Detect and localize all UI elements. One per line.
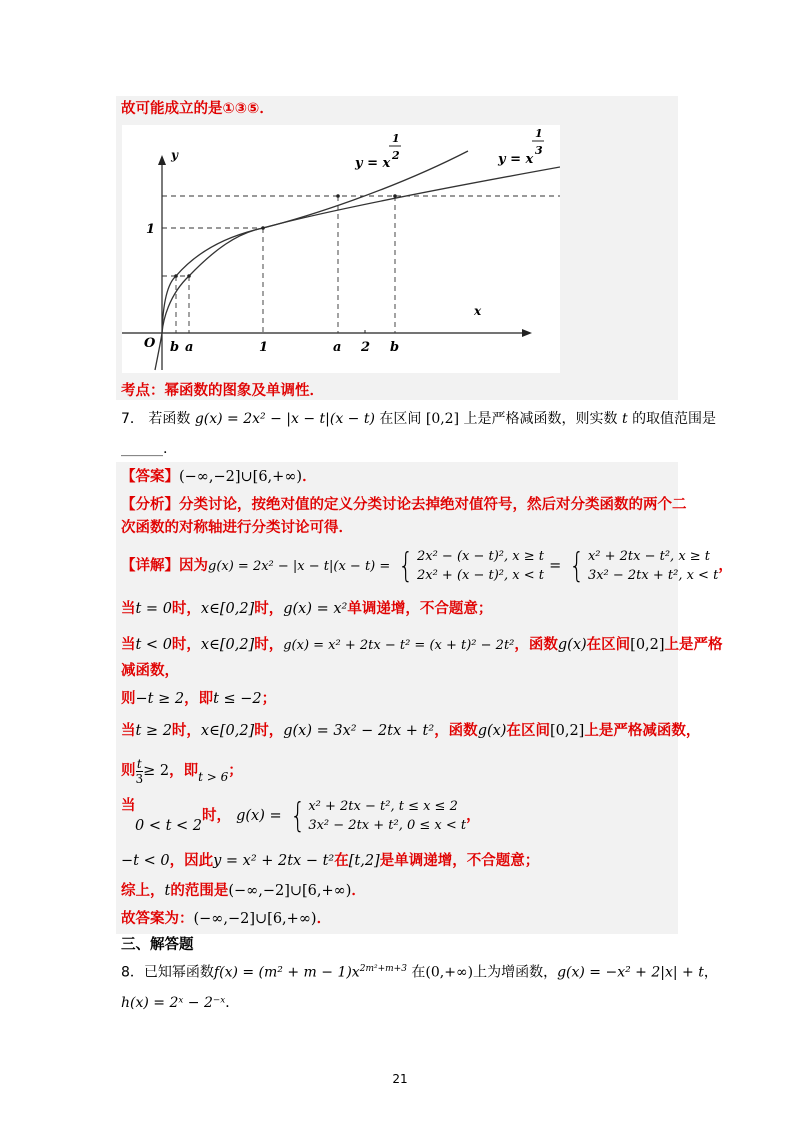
answer-label: 【答案】 [121, 469, 179, 485]
question-7-blank: ______. [121, 441, 168, 457]
case-3a: x² + 2tx − t², t ≤ x ≤ 2 [308, 799, 458, 814]
c3-dang: 当 [121, 723, 136, 739]
question-8-line-2 [121, 994, 239, 1012]
curve-sqrt [162, 151, 468, 333]
cases-1 [417, 547, 544, 585]
c1-dang: 当 [121, 601, 136, 617]
c3-function: g(x) = 3x² − 2tx + t² [283, 723, 435, 739]
answer-end: ． [302, 469, 317, 485]
c4r-interval: [t,2] [348, 853, 380, 869]
y-one-label: 1 [146, 222, 156, 237]
question-8-text-a: 已知幂函数 [143, 964, 214, 981]
c4r-tail: 是单调递增，不合题意； [379, 853, 540, 869]
c4-cond: 0 < t < 2 [135, 818, 203, 834]
question-8-text-b: 在 [411, 964, 426, 981]
c2-shi2: 时， [254, 637, 284, 653]
y-axis-arrow [158, 155, 166, 165]
c2-function: g(x) = x² + 2tx − t² = (x + t)² − 2t² [283, 638, 515, 653]
analysis-label: 【分析】 [121, 497, 179, 513]
section-heading: 三、解答题 [121, 937, 194, 953]
c3-mid: ，函数 [434, 723, 478, 739]
curve-cbrt [155, 167, 560, 370]
c3-interval: [0,2] [549, 723, 585, 739]
c2-dang: 当 [121, 637, 136, 653]
detail-eq: = [549, 558, 562, 574]
case-1b: 2x² + (x − t)², x < t [416, 568, 545, 583]
c2-domain: x∈[0,2] [200, 637, 255, 653]
c3-cond: t ≥ 2 [135, 723, 172, 739]
c1-tail: 单调递增，不合题意； [347, 601, 493, 617]
case-t-between-result [121, 852, 539, 870]
c3r-result: t > 6 [198, 770, 229, 784]
summary-var-t: t [164, 883, 171, 899]
tick-label-2: 2 [361, 340, 371, 355]
c2-mid: ，函数 [514, 637, 558, 653]
c4-dang-cond [121, 796, 202, 836]
case-t-negative [121, 636, 723, 655]
y-axis-label: y [171, 148, 178, 162]
question-8-text-c: 上为增函数， [473, 964, 558, 981]
c4-function: g(x) = [236, 808, 282, 824]
c1-domain: x∈[0,2] [200, 601, 255, 617]
detail-line [121, 546, 733, 587]
question-7-var-t: t [621, 411, 628, 427]
c3-shi2: 时， [254, 723, 284, 739]
analysis-text-1: 分类讨论，按绝对值的定义分类讨论去掉绝对值符号，然后对分类函数的两个二 [179, 497, 687, 513]
question-8-exponent: 2m²+m+3 [359, 964, 407, 974]
graph-svg [122, 125, 560, 373]
summary-mid: 的范围是 [170, 883, 229, 899]
x-axis-label: x [474, 304, 482, 318]
c4-shi: 时， [202, 808, 232, 824]
brace-3: { [289, 796, 306, 836]
c2r-ze: 则 [121, 691, 136, 707]
c2-gx: g(x) [557, 637, 587, 653]
c3r-ze: 则 [121, 763, 136, 779]
c4r-zai: 在 [334, 853, 349, 869]
case-t-negative-result [121, 690, 276, 708]
case-t-negative-cont: 减函数， [121, 663, 179, 679]
c1-function: g(x) = x² [283, 601, 348, 617]
c3r-fraction [136, 757, 144, 786]
case-t-between [121, 796, 481, 836]
c3-mid2: 在区间 [506, 723, 550, 739]
question-7-text-b: 在区间 [379, 411, 422, 427]
cases-3 [308, 797, 466, 835]
c3-domain: x∈[0,2] [200, 723, 255, 739]
question-8-interval: (0,+∞) [425, 964, 474, 981]
x-axis-arrow [522, 329, 532, 337]
final-end: ． [316, 911, 332, 927]
c3-gx: g(x) [477, 723, 507, 739]
question-7-text-d: 的取值范围是 [632, 411, 717, 427]
summary-line [121, 882, 366, 900]
question-8-number: 8． [121, 964, 144, 981]
curve-sqrt-label: y = x [355, 156, 391, 171]
detail-label: 【详解】 [121, 558, 179, 574]
case-3b: 3x² − 2tx + t², 0 ≤ x < t [308, 818, 467, 833]
case-t-ge-two-result [121, 756, 243, 786]
curve-sqrt-exp-num: 1 [392, 132, 400, 145]
question-7-text-c: 上是严格减函数，则实数 [463, 411, 618, 427]
question-7-interval: [0,2] [425, 411, 460, 427]
c3r-ji: ，即 [169, 763, 199, 779]
case-2a: x² + 2tx − t², x ≥ t [587, 549, 711, 564]
c4r-yin: ，因此 [169, 853, 214, 869]
c3r-end: ； [228, 763, 243, 779]
detail-gdef: g(x) = 2x² − |x − t|(x − t) = [208, 559, 391, 574]
c4-dang: 当 [121, 798, 136, 814]
brace-2: { [569, 546, 585, 586]
final-label: 故答案为： [121, 911, 194, 927]
case-1a: 2x² − (x − t)², x ≥ t [416, 549, 545, 564]
detail-comma: ， [718, 558, 733, 574]
c2-cond: t < 0 [135, 637, 172, 653]
final-answer-line [121, 910, 331, 928]
conclusion-line: 故可能成立的是①③⑤． [121, 101, 274, 117]
c4-comma: ， [466, 808, 481, 824]
question-7-function: g(x) = 2x² − |x − t|(x − t) [194, 411, 375, 427]
summary-end: ． [351, 883, 366, 899]
curve-cbrt-exp-den: 3 [535, 144, 543, 157]
power-function-graph [122, 125, 560, 373]
origin-label: O [144, 336, 156, 351]
question-8-end: ． [225, 995, 240, 1011]
c3r-frac-num: t [136, 756, 142, 771]
cases-2 [588, 547, 718, 585]
graph-points [174, 194, 397, 278]
tick-label-b-large: b [390, 340, 400, 355]
tick-label-a-small: a [185, 340, 194, 355]
curve-cbrt-exp-num: 1 [535, 127, 543, 140]
curve-sqrt-exp-den: 2 [392, 149, 400, 162]
key-point-line: 考点：幂函数的图象及单调性． [121, 383, 324, 399]
c3r-ge: ≥ 2 [143, 763, 170, 779]
final-value: (−∞,−2]∪[6,+∞) [193, 911, 317, 927]
c4r-function: y = x² + 2tx − t² [213, 853, 335, 869]
c2-tail: 上是严格 [664, 637, 723, 653]
detail-because: 因为 [179, 558, 208, 574]
analysis-line-2: 次函数的对称轴进行分类讨论可得． [121, 520, 353, 536]
case-t-zero [121, 600, 492, 618]
c1-shi2: 时， [254, 601, 284, 617]
c2r-cond: −t ≥ 2 [135, 691, 185, 707]
summary-value: (−∞,−2]∪[6,+∞) [228, 883, 352, 899]
question-7-number: 7． [121, 411, 144, 427]
page-number: 21 [392, 1072, 408, 1086]
question-7 [121, 410, 716, 428]
c2-mid2: 在区间 [586, 637, 631, 653]
summary-label: 综上， [121, 883, 165, 899]
question-8-comma: ， [703, 964, 718, 981]
dashed-guides [162, 196, 560, 333]
case-t-ge-two [121, 722, 700, 740]
c3-shi: 时， [171, 723, 201, 739]
answer-line [121, 468, 317, 486]
tick-label-1: 1 [259, 340, 269, 355]
c3-tail: 上是严格减函数， [584, 723, 701, 739]
c3r-frac-den: 3 [135, 771, 144, 786]
curve-cbrt-label: y = x [498, 152, 534, 167]
c2-interval: [0,2] [630, 637, 665, 653]
c2r-ji: ，即 [184, 691, 214, 707]
c2r-end: ； [261, 691, 277, 707]
c2-shi: 时， [171, 637, 201, 653]
question-8 [121, 960, 718, 982]
c1-cond: t = 0 [135, 601, 172, 617]
c2r-result: t ≤ −2 [213, 691, 262, 707]
c1-shi: 时， [171, 601, 201, 617]
question-8-function: f(x) = (m² + m − 1)x [213, 964, 360, 981]
question-8-g: g(x) = −x² + 2|x| + t [557, 964, 704, 981]
answer-value: (−∞,−2]∪[6,+∞) [179, 469, 303, 485]
tick-label-b-small: b [170, 340, 180, 355]
question-7-text-a: 若函数 [148, 411, 191, 427]
case-2b: 3x² − 2tx + t², x < t [587, 568, 719, 583]
analysis-line-1 [121, 496, 687, 514]
brace-1: { [398, 546, 414, 586]
tick-label-a-large: a [333, 340, 342, 355]
question-8-h: h(x) = 2ˣ − 2⁻ˣ [121, 995, 226, 1011]
c4r-cond: −t < 0 [121, 853, 170, 869]
